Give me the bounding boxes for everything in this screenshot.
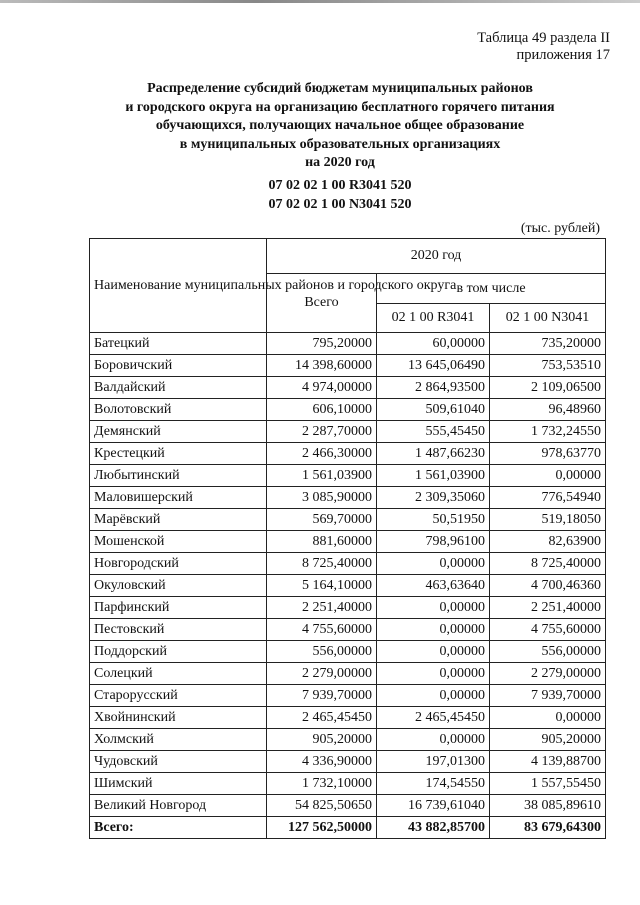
table-row <box>90 355 606 377</box>
table-row <box>90 399 606 421</box>
r3041-total-cell: 43 882,85700 <box>377 817 490 839</box>
total-cell: 556,00000 <box>267 641 377 663</box>
n3041-cell: 2 279,00000 <box>490 663 606 685</box>
total-cell: 2 287,70000 <box>267 421 377 443</box>
district-name: Шимский <box>90 773 267 795</box>
table-row <box>90 663 606 685</box>
r3041-cell: 2 465,45450 <box>377 707 490 729</box>
district-name: Чудовский <box>90 751 267 773</box>
total-cell: 569,70000 <box>267 509 377 531</box>
r3041-cell: 0,00000 <box>377 553 490 575</box>
r3041-cell: 555,45450 <box>377 421 490 443</box>
n3041-cell: 96,48960 <box>490 399 606 421</box>
district-name: Солецкий <box>90 663 267 685</box>
table-row <box>90 509 606 531</box>
district-name: Холмский <box>90 729 267 751</box>
unit-label: (тыс. рублей) <box>520 221 600 236</box>
header-including: в том числе <box>377 274 606 304</box>
r3041-cell: 0,00000 <box>377 641 490 663</box>
table-row <box>90 553 606 575</box>
district-name: Новгородский <box>90 553 267 575</box>
n3041-cell: 4 755,60000 <box>490 619 606 641</box>
table-row <box>90 751 606 773</box>
table-reference <box>477 30 610 64</box>
table-row <box>90 619 606 641</box>
subsidy-table <box>89 238 606 839</box>
n3041-cell: 2 251,40000 <box>490 597 606 619</box>
total-cell: 1 732,10000 <box>267 773 377 795</box>
r3041-cell: 463,63640 <box>377 575 490 597</box>
r3041-cell: 50,51950 <box>377 509 490 531</box>
total-cell: 2 466,30000 <box>267 443 377 465</box>
district-name: Старорусский <box>90 685 267 707</box>
district-name: Батецкий <box>90 333 267 355</box>
total-label: Всего: <box>90 817 267 839</box>
district-name: Любытинский <box>90 465 267 487</box>
grand-total-cell: 127 562,50000 <box>267 817 377 839</box>
district-name: Поддорский <box>90 641 267 663</box>
table-row <box>90 465 606 487</box>
total-cell: 54 825,50650 <box>267 795 377 817</box>
district-name: Демянский <box>90 421 267 443</box>
table-row <box>90 333 606 355</box>
title-line: на 2020 год <box>305 155 375 170</box>
table-row <box>90 531 606 553</box>
n3041-cell: 753,53510 <box>490 355 606 377</box>
r3041-cell: 2 864,93500 <box>377 377 490 399</box>
district-name: Крестецкий <box>90 443 267 465</box>
title-line: в муниципальных образовательных организациях <box>179 136 501 152</box>
title-line: Распределение субсидий бюджетам муниципальных районов <box>147 81 533 96</box>
header-total: Всего <box>267 274 377 333</box>
district-name: Великий Новгород <box>90 795 267 817</box>
r3041-cell: 13 645,06490 <box>377 355 490 377</box>
district-name: Боровичский <box>90 355 267 377</box>
n3041-cell: 8 725,40000 <box>490 553 606 575</box>
r3041-cell: 16 739,61040 <box>377 795 490 817</box>
table-row <box>90 575 606 597</box>
n3041-cell: 38 085,89610 <box>490 795 606 817</box>
n3041-cell: 0,00000 <box>490 465 606 487</box>
n3041-cell: 905,20000 <box>490 729 606 751</box>
r3041-cell: 509,61040 <box>377 399 490 421</box>
r3041-cell: 60,00000 <box>377 333 490 355</box>
document-title <box>60 80 620 173</box>
r3041-cell: 0,00000 <box>377 685 490 707</box>
total-cell: 2 251,40000 <box>267 597 377 619</box>
district-name: Парфинский <box>90 597 267 619</box>
n3041-cell: 519,18050 <box>490 509 606 531</box>
total-cell: 14 398,60000 <box>267 355 377 377</box>
n3041-cell: 978,63770 <box>490 443 606 465</box>
r3041-cell: 0,00000 <box>377 729 490 751</box>
n3041-cell: 776,54940 <box>490 487 606 509</box>
appendix-ref: приложения 17 <box>516 47 610 63</box>
total-cell: 5 164,10000 <box>267 575 377 597</box>
table-row <box>90 707 606 729</box>
n3041-total-cell: 83 679,64300 <box>490 817 606 839</box>
total-row <box>90 817 606 839</box>
total-cell: 3 085,90000 <box>267 487 377 509</box>
table-row <box>90 377 606 399</box>
r3041-cell: 0,00000 <box>377 663 490 685</box>
n3041-cell: 556,00000 <box>490 641 606 663</box>
r3041-cell: 0,00000 <box>377 619 490 641</box>
total-cell: 4 755,60000 <box>267 619 377 641</box>
district-name: Маловишерский <box>90 487 267 509</box>
table-row <box>90 421 606 443</box>
district-name: Окуловский <box>90 575 267 597</box>
table-row <box>90 729 606 751</box>
header-n3041: 02 1 00 N3041 <box>490 304 606 333</box>
title-line: и городского округа на организацию бесплатного горячего питания <box>125 99 555 115</box>
budget-codes <box>60 176 620 214</box>
total-cell: 795,20000 <box>267 333 377 355</box>
table-row <box>90 685 606 707</box>
n3041-cell: 7 939,70000 <box>490 685 606 707</box>
total-cell: 4 974,00000 <box>267 377 377 399</box>
total-cell: 4 336,90000 <box>267 751 377 773</box>
district-name: Волотовский <box>90 399 267 421</box>
header-name: Наименование муниципальных районов и городского округа <box>90 239 267 333</box>
district-name: Мошенской <box>90 531 267 553</box>
r3041-cell: 174,54550 <box>377 773 490 795</box>
district-name: Пестовский <box>90 619 267 641</box>
total-cell: 8 725,40000 <box>267 553 377 575</box>
table-ref: Таблица 49 раздела II <box>477 30 610 46</box>
n3041-cell: 2 109,06500 <box>490 377 606 399</box>
r3041-cell: 2 309,35060 <box>377 487 490 509</box>
district-name: Марёвский <box>90 509 267 531</box>
table-row <box>90 773 606 795</box>
budget-code: 07 02 02 1 00 N3041 520 <box>268 197 412 212</box>
n3041-cell: 4 139,88700 <box>490 751 606 773</box>
total-cell: 2 465,45450 <box>267 707 377 729</box>
total-cell: 7 939,70000 <box>267 685 377 707</box>
n3041-cell: 0,00000 <box>490 707 606 729</box>
title-line: обучающихся, получающих начальное общее образование <box>155 118 525 133</box>
total-cell: 2 279,00000 <box>267 663 377 685</box>
total-cell: 1 561,03900 <box>267 465 377 487</box>
n3041-cell: 735,20000 <box>490 333 606 355</box>
n3041-cell: 1 557,55450 <box>490 773 606 795</box>
table-row <box>90 443 606 465</box>
total-cell: 905,20000 <box>267 729 377 751</box>
district-name: Хвойнинский <box>90 707 267 729</box>
r3041-cell: 197,01300 <box>377 751 490 773</box>
r3041-cell: 0,00000 <box>377 597 490 619</box>
scan-top-edge <box>0 0 640 3</box>
r3041-cell: 1 561,03900 <box>377 465 490 487</box>
header-r3041: 02 1 00 R3041 <box>377 304 490 333</box>
r3041-cell: 798,96100 <box>377 531 490 553</box>
n3041-cell: 82,63900 <box>490 531 606 553</box>
district-name: Валдайский <box>90 377 267 399</box>
r3041-cell: 1 487,66230 <box>377 443 490 465</box>
header-year: 2020 год <box>267 239 606 274</box>
table-row <box>90 641 606 663</box>
table-row <box>90 487 606 509</box>
budget-code: 07 02 02 1 00 R3041 520 <box>268 178 412 193</box>
table-row <box>90 597 606 619</box>
total-cell: 881,60000 <box>267 531 377 553</box>
table-row <box>90 795 606 817</box>
total-cell: 606,10000 <box>267 399 377 421</box>
n3041-cell: 1 732,24550 <box>490 421 606 443</box>
n3041-cell: 4 700,46360 <box>490 575 606 597</box>
